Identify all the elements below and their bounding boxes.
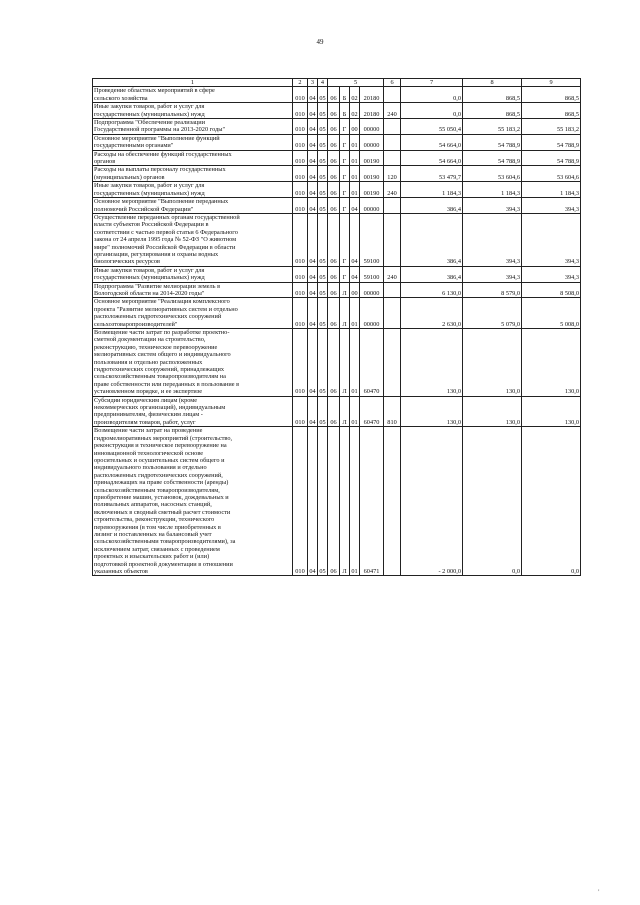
- header-col-2: 2: [293, 79, 308, 87]
- row-admin-code: 010: [293, 213, 308, 266]
- row-expense-type: [384, 213, 401, 266]
- header-col-5: 5: [328, 79, 384, 87]
- header-col-1: 1: [93, 79, 293, 87]
- row-subprogram-code: Л: [340, 329, 350, 397]
- row-event-code: 01: [350, 182, 360, 198]
- row-program-code: 06: [328, 282, 340, 298]
- row-expense-type: 240: [384, 182, 401, 198]
- row-subsection: 05: [318, 134, 328, 150]
- row-admin-code: 010: [293, 150, 308, 166]
- row-amount-1: 130,0: [401, 329, 463, 397]
- row-program-code: 06: [328, 119, 340, 135]
- row-direction-code: 60470: [360, 396, 384, 427]
- row-program-code: 06: [328, 166, 340, 182]
- row-expense-type: [384, 427, 401, 576]
- row-subsection: 05: [318, 182, 328, 198]
- row-name: Возмещение части затрат по разработке проектно- сметной документации на строительство, реконструкцию, техническое перевооружение мелиоративных систем общего и индивидуального пользования и отдельно расположенных гидротехнических сооружений, принадлежащих сельскохозяйственным товаропроизводителям на праве собственности или переданных в пользование в установленном порядке, и ее экспертизе: [93, 329, 293, 397]
- row-amount-1: 386,4: [401, 266, 463, 282]
- row-amount-3: 868,5: [522, 103, 581, 119]
- row-section: 04: [308, 266, 318, 282]
- row-admin-code: 010: [293, 103, 308, 119]
- row-name: Основное мероприятие "Выполнение переданных полномочий Российской Федерации": [93, 198, 293, 214]
- row-name: Расходы на выплаты персоналу государственных (муниципальных) органов: [93, 166, 293, 182]
- row-event-code: 01: [350, 166, 360, 182]
- row-event-code: 01: [350, 134, 360, 150]
- row-subsection: 05: [318, 282, 328, 298]
- row-subsection: 05: [318, 87, 328, 103]
- row-name: Иные закупки товаров, работ и услуг для государственных (муниципальных) нужд: [93, 103, 293, 119]
- row-subprogram-code: Г: [340, 266, 350, 282]
- row-admin-code: 010: [293, 119, 308, 135]
- row-section: 04: [308, 213, 318, 266]
- table-row: [93, 134, 581, 150]
- row-program-code: 06: [328, 198, 340, 214]
- row-direction-code: 00190: [360, 166, 384, 182]
- row-amount-2: 868,5: [463, 87, 522, 103]
- row-section: 04: [308, 119, 318, 135]
- row-amount-2: 8 579,0: [463, 282, 522, 298]
- row-amount-3: 1 184,3: [522, 182, 581, 198]
- row-amount-3: 394,3: [522, 198, 581, 214]
- row-direction-code: 59100: [360, 213, 384, 266]
- row-expense-type: [384, 298, 401, 329]
- row-amount-2: 394,3: [463, 213, 522, 266]
- row-amount-3: 394,3: [522, 266, 581, 282]
- row-expense-type: [384, 150, 401, 166]
- table-row: [93, 150, 581, 166]
- row-amount-3: 0,0: [522, 427, 581, 576]
- row-program-code: 06: [328, 213, 340, 266]
- row-subsection: 05: [318, 329, 328, 397]
- row-amount-2: 868,5: [463, 103, 522, 119]
- row-subprogram-code: Г: [340, 150, 350, 166]
- row-amount-1: 55 050,4: [401, 119, 463, 135]
- header-col-9: 9: [522, 79, 581, 87]
- budget-table: [92, 78, 581, 576]
- table-row: [93, 182, 581, 198]
- row-section: 04: [308, 150, 318, 166]
- row-program-code: 06: [328, 182, 340, 198]
- row-amount-3: 130,0: [522, 329, 581, 397]
- row-expense-type: [384, 198, 401, 214]
- row-event-code: 01: [350, 298, 360, 329]
- row-amount-1: 386,4: [401, 213, 463, 266]
- row-direction-code: 00000: [360, 119, 384, 135]
- row-event-code: 01: [350, 427, 360, 576]
- row-event-code: 04: [350, 266, 360, 282]
- row-amount-1: 386,4: [401, 198, 463, 214]
- table-row: [93, 396, 581, 427]
- row-name: Подпрограмма "Развитие мелиорации земель в Вологодской области на 2014-2020 годы": [93, 282, 293, 298]
- row-admin-code: 010: [293, 266, 308, 282]
- row-amount-3: 868,5: [522, 87, 581, 103]
- row-admin-code: 010: [293, 329, 308, 397]
- row-direction-code: 00000: [360, 282, 384, 298]
- row-name: Осуществление переданных органам государственной власти субъектов Российской Федерации в соответствии с частью первой статьи 6 Федерального закона от 24 апреля 1995 года № 52-ФЗ "О животном мире" полномочий Российской Федерации в области организации, регулирования и охраны водных биологических ресурсов: [93, 213, 293, 266]
- header-col-4: 4: [318, 79, 328, 87]
- row-amount-2: 394,3: [463, 198, 522, 214]
- row-name: Проведение областных мероприятий в сфере сельского хозяйства: [93, 87, 293, 103]
- row-program-code: 06: [328, 103, 340, 119]
- row-amount-2: 53 604,6: [463, 166, 522, 182]
- row-program-code: 06: [328, 87, 340, 103]
- row-subprogram-code: Л: [340, 282, 350, 298]
- row-program-code: 06: [328, 134, 340, 150]
- row-subsection: 05: [318, 298, 328, 329]
- header-col-3: 3: [308, 79, 318, 87]
- table-row: [93, 213, 581, 266]
- row-section: 04: [308, 87, 318, 103]
- row-amount-3: 54 788,9: [522, 150, 581, 166]
- row-admin-code: 010: [293, 87, 308, 103]
- table-row: [93, 427, 581, 576]
- row-section: 04: [308, 182, 318, 198]
- row-expense-type: [384, 87, 401, 103]
- row-subsection: 05: [318, 119, 328, 135]
- row-section: 04: [308, 298, 318, 329]
- row-section: 04: [308, 198, 318, 214]
- row-event-code: 00: [350, 119, 360, 135]
- row-expense-type: [384, 119, 401, 135]
- row-amount-1: 0,0: [401, 103, 463, 119]
- row-subprogram-code: Г: [340, 134, 350, 150]
- row-direction-code: 20180: [360, 87, 384, 103]
- row-program-code: 06: [328, 298, 340, 329]
- row-amount-1: 1 184,3: [401, 182, 463, 198]
- row-event-code: 01: [350, 396, 360, 427]
- row-section: 04: [308, 166, 318, 182]
- row-name: Иные закупки товаров, работ и услуг для государственных (муниципальных) нужд: [93, 266, 293, 282]
- row-admin-code: 010: [293, 298, 308, 329]
- row-direction-code: 00000: [360, 298, 384, 329]
- table-row: [93, 87, 581, 103]
- row-direction-code: 00190: [360, 182, 384, 198]
- row-direction-code: 60471: [360, 427, 384, 576]
- row-event-code: 01: [350, 329, 360, 397]
- row-amount-2: 0,0: [463, 427, 522, 576]
- row-event-code: 02: [350, 103, 360, 119]
- row-amount-1: 6 130,0: [401, 282, 463, 298]
- table-row: [93, 103, 581, 119]
- row-subprogram-code: Б: [340, 87, 350, 103]
- row-admin-code: 010: [293, 134, 308, 150]
- row-amount-3: 55 183,2: [522, 119, 581, 135]
- row-name: Основное мероприятие "Выполнение функций государственными органами": [93, 134, 293, 150]
- row-expense-type: 120: [384, 166, 401, 182]
- header-col-6: 6: [384, 79, 401, 87]
- row-expense-type: 240: [384, 103, 401, 119]
- table-body: [93, 87, 581, 576]
- row-admin-code: 010: [293, 198, 308, 214]
- row-section: 04: [308, 103, 318, 119]
- table-row: [93, 166, 581, 182]
- row-expense-type: [384, 282, 401, 298]
- row-program-code: 06: [328, 427, 340, 576]
- row-amount-1: - 2 000,0: [401, 427, 463, 576]
- row-subsection: 05: [318, 396, 328, 427]
- table-row: [93, 298, 581, 329]
- row-name: Иные закупки товаров, работ и услуг для государственных (муниципальных) нужд: [93, 182, 293, 198]
- header-col-8: 8: [463, 79, 522, 87]
- row-amount-1: 54 664,0: [401, 134, 463, 150]
- header-row: [93, 79, 581, 87]
- row-subsection: 05: [318, 166, 328, 182]
- row-expense-type: [384, 329, 401, 397]
- row-program-code: 06: [328, 150, 340, 166]
- row-name: Субсидии юридическим лицам (кроме некоммерческих организаций), индивидуальным предпринимателям, физическим лицам - производителям товаров, работ, услуг: [93, 396, 293, 427]
- row-direction-code: 00000: [360, 198, 384, 214]
- row-amount-2: 1 184,3: [463, 182, 522, 198]
- row-subprogram-code: Г: [340, 213, 350, 266]
- row-amount-3: 8 508,0: [522, 282, 581, 298]
- row-amount-1: 54 664,0: [401, 150, 463, 166]
- row-amount-2: 5 079,0: [463, 298, 522, 329]
- row-amount-3: 5 008,0: [522, 298, 581, 329]
- row-name: Расходы на обеспечение функций государственных органов: [93, 150, 293, 166]
- row-section: 04: [308, 329, 318, 397]
- row-event-code: 04: [350, 213, 360, 266]
- row-amount-1: 2 630,0: [401, 298, 463, 329]
- header-col-7: 7: [401, 79, 463, 87]
- row-direction-code: 00000: [360, 134, 384, 150]
- row-admin-code: 010: [293, 427, 308, 576]
- row-direction-code: 20180: [360, 103, 384, 119]
- row-amount-3: 53 604,6: [522, 166, 581, 182]
- row-direction-code: 60470: [360, 329, 384, 397]
- page-number: 49: [316, 38, 324, 46]
- row-amount-1: 0,0: [401, 87, 463, 103]
- row-subprogram-code: Г: [340, 198, 350, 214]
- row-event-code: 02: [350, 87, 360, 103]
- row-amount-2: 54 788,9: [463, 150, 522, 166]
- row-amount-2: 54 788,9: [463, 134, 522, 150]
- row-subsection: 05: [318, 150, 328, 166]
- row-name: Подпрограмма "Обеспечение реализации Государственной программы на 2013-2020 годы": [93, 119, 293, 135]
- row-event-code: 04: [350, 198, 360, 214]
- row-subsection: 05: [318, 103, 328, 119]
- row-admin-code: 010: [293, 182, 308, 198]
- row-subprogram-code: Г: [340, 182, 350, 198]
- row-program-code: 06: [328, 329, 340, 397]
- table-row: [93, 198, 581, 214]
- row-amount-3: 130,0: [522, 396, 581, 427]
- row-subsection: 05: [318, 198, 328, 214]
- row-section: 04: [308, 427, 318, 576]
- row-direction-code: 00190: [360, 150, 384, 166]
- row-subprogram-code: Г: [340, 119, 350, 135]
- row-expense-type: 240: [384, 266, 401, 282]
- row-name: Основное мероприятие "Реализация комплексного проекта "Развитие мелиоративных систем и отдельно расположенных гидротехнических сооружений сельхозтоваропроизводителей": [93, 298, 293, 329]
- row-amount-2: 130,0: [463, 329, 522, 397]
- table-row: [93, 282, 581, 298]
- row-amount-2: 55 183,2: [463, 119, 522, 135]
- table-row: [93, 329, 581, 397]
- row-subprogram-code: Л: [340, 427, 350, 576]
- row-section: 04: [308, 134, 318, 150]
- row-event-code: 00: [350, 282, 360, 298]
- row-section: 04: [308, 396, 318, 427]
- row-admin-code: 010: [293, 396, 308, 427]
- row-amount-3: 394,3: [522, 213, 581, 266]
- row-expense-type: 810: [384, 396, 401, 427]
- row-amount-1: 130,0: [401, 396, 463, 427]
- row-amount-1: 53 479,7: [401, 166, 463, 182]
- row-admin-code: 010: [293, 282, 308, 298]
- row-subsection: 05: [318, 213, 328, 266]
- row-subsection: 05: [318, 266, 328, 282]
- row-section: 04: [308, 282, 318, 298]
- row-subprogram-code: Л: [340, 396, 350, 427]
- row-admin-code: 010: [293, 166, 308, 182]
- row-amount-2: 130,0: [463, 396, 522, 427]
- row-direction-code: 59100: [360, 266, 384, 282]
- row-expense-type: [384, 134, 401, 150]
- row-subprogram-code: Г: [340, 166, 350, 182]
- row-name: Возмещение части затрат на проведение гидромелиоративных мероприятий (строительство, реконструкция и техническое перевооружение на инновационной технологической основе оросительных и осушительных систем общего и индивидуального пользования и отдельно расположенных гидротехнических сооружений, принадлежащих на праве собственности (аренды) сельскохозяйственным товаропроизводителям, приобретение машин, установок, дождевальных и поливальных аппаратов, насосных станций, включенных в сводный сметный расчет стоимости строительства, реконструкции, технического перевооружения (в том числе приобретенных в лизинг и поставленных на балансовый учет сельскохозяйственными товаропроизводителями), за исключением затрат, связанных с проведением проектных и изыскательских работ и (или) подготовкой проектной документации в отношении указанных объектов: [93, 427, 293, 576]
- row-subprogram-code: Л: [340, 298, 350, 329]
- table-row: [93, 119, 581, 135]
- row-subsection: 05: [318, 427, 328, 576]
- row-program-code: 06: [328, 266, 340, 282]
- corner-mark: ,: [598, 886, 600, 892]
- row-program-code: 06: [328, 396, 340, 427]
- row-event-code: 01: [350, 150, 360, 166]
- row-amount-3: 54 788,9: [522, 134, 581, 150]
- row-subprogram-code: Б: [340, 103, 350, 119]
- row-amount-2: 394,3: [463, 266, 522, 282]
- table-row: [93, 266, 581, 282]
